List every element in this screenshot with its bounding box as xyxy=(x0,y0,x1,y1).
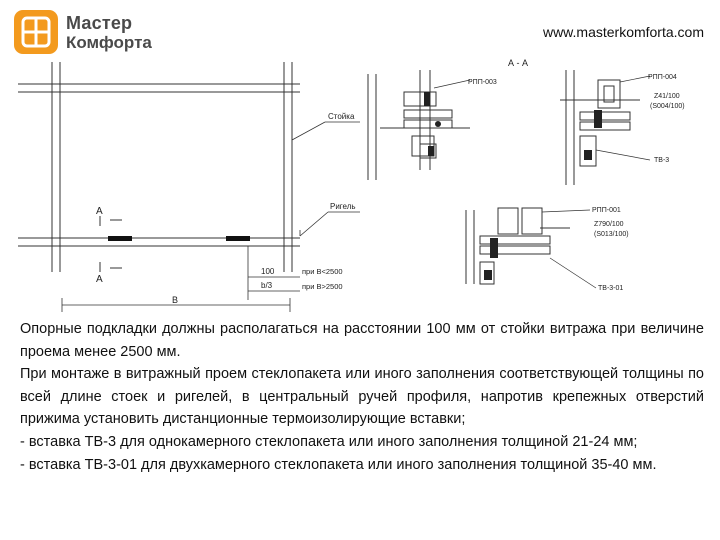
detail-transom-bottom xyxy=(466,208,570,284)
support-pad-right xyxy=(226,236,250,241)
paragraph-mounting: При монтаже в витражный проем стеклопакета или иного заполнения соответствующей толщины по всей длине стоек и ригелей, в центральный ручей профиля, напротив крепежных отверстий прижима установить дистанционные термоизолирующие вставки; xyxy=(20,366,704,428)
instruction-text xyxy=(20,318,704,476)
label-rpp-004: РПП-004 xyxy=(648,74,677,81)
label-s004: (S004/100) xyxy=(650,103,685,110)
label-rigel: Ригель xyxy=(330,202,356,211)
elevation-view xyxy=(18,62,300,300)
detail-right-top-fill xyxy=(584,110,602,160)
label-tv3: ТВ-3 xyxy=(654,157,670,164)
site-url[interactable]: www.masterkomforta.com xyxy=(542,24,704,40)
paragraph-support-pads: Опорные подкладки должны располагаться на расстоянии 100 мм от стойки витража при величине проема менее 2500 мм. xyxy=(20,321,704,360)
label-tv301: ТВ-3-01 xyxy=(598,285,624,292)
label-stoyka: Стойка xyxy=(328,112,355,121)
detail-mullion-fill xyxy=(424,92,441,156)
detail-mullion-left xyxy=(368,70,470,180)
callout-leaders xyxy=(292,122,360,236)
paragraph-tv3: - вставка ТВ-3 для однокамерного стеклопакета или иного заполнения толщиной 21-24 мм; xyxy=(20,433,638,450)
paragraph-tv301: - вставка ТВ-3-01 для двухкамерного стеклопакета или иного заполнения толщиной 35-40 мм. xyxy=(20,456,657,473)
technical-drawing xyxy=(0,48,720,318)
dim-100: 100 xyxy=(261,267,275,276)
label-s013: (S013/100) xyxy=(594,231,629,238)
label-a-bottom: А xyxy=(96,274,103,285)
label-rpp-003: РПП-003 xyxy=(468,79,497,86)
label-z41: Z41/100 xyxy=(654,93,680,100)
dim-b3: b/3 xyxy=(261,281,273,290)
label-b: В xyxy=(172,295,179,305)
label-z90: Z790/100 xyxy=(594,221,624,228)
support-pad-left xyxy=(108,236,132,241)
cond-less: при В<2500 xyxy=(302,267,343,276)
label-a-top: А xyxy=(96,206,103,217)
logo-text-line1: Мастер xyxy=(66,13,133,33)
section-marks xyxy=(100,216,122,272)
section-title: А - А xyxy=(508,58,529,68)
cond-more: при В>2500 xyxy=(302,282,343,291)
label-rpp-001: РПП-001 xyxy=(592,207,621,214)
logo-text-line2: Комфорта xyxy=(66,33,152,52)
